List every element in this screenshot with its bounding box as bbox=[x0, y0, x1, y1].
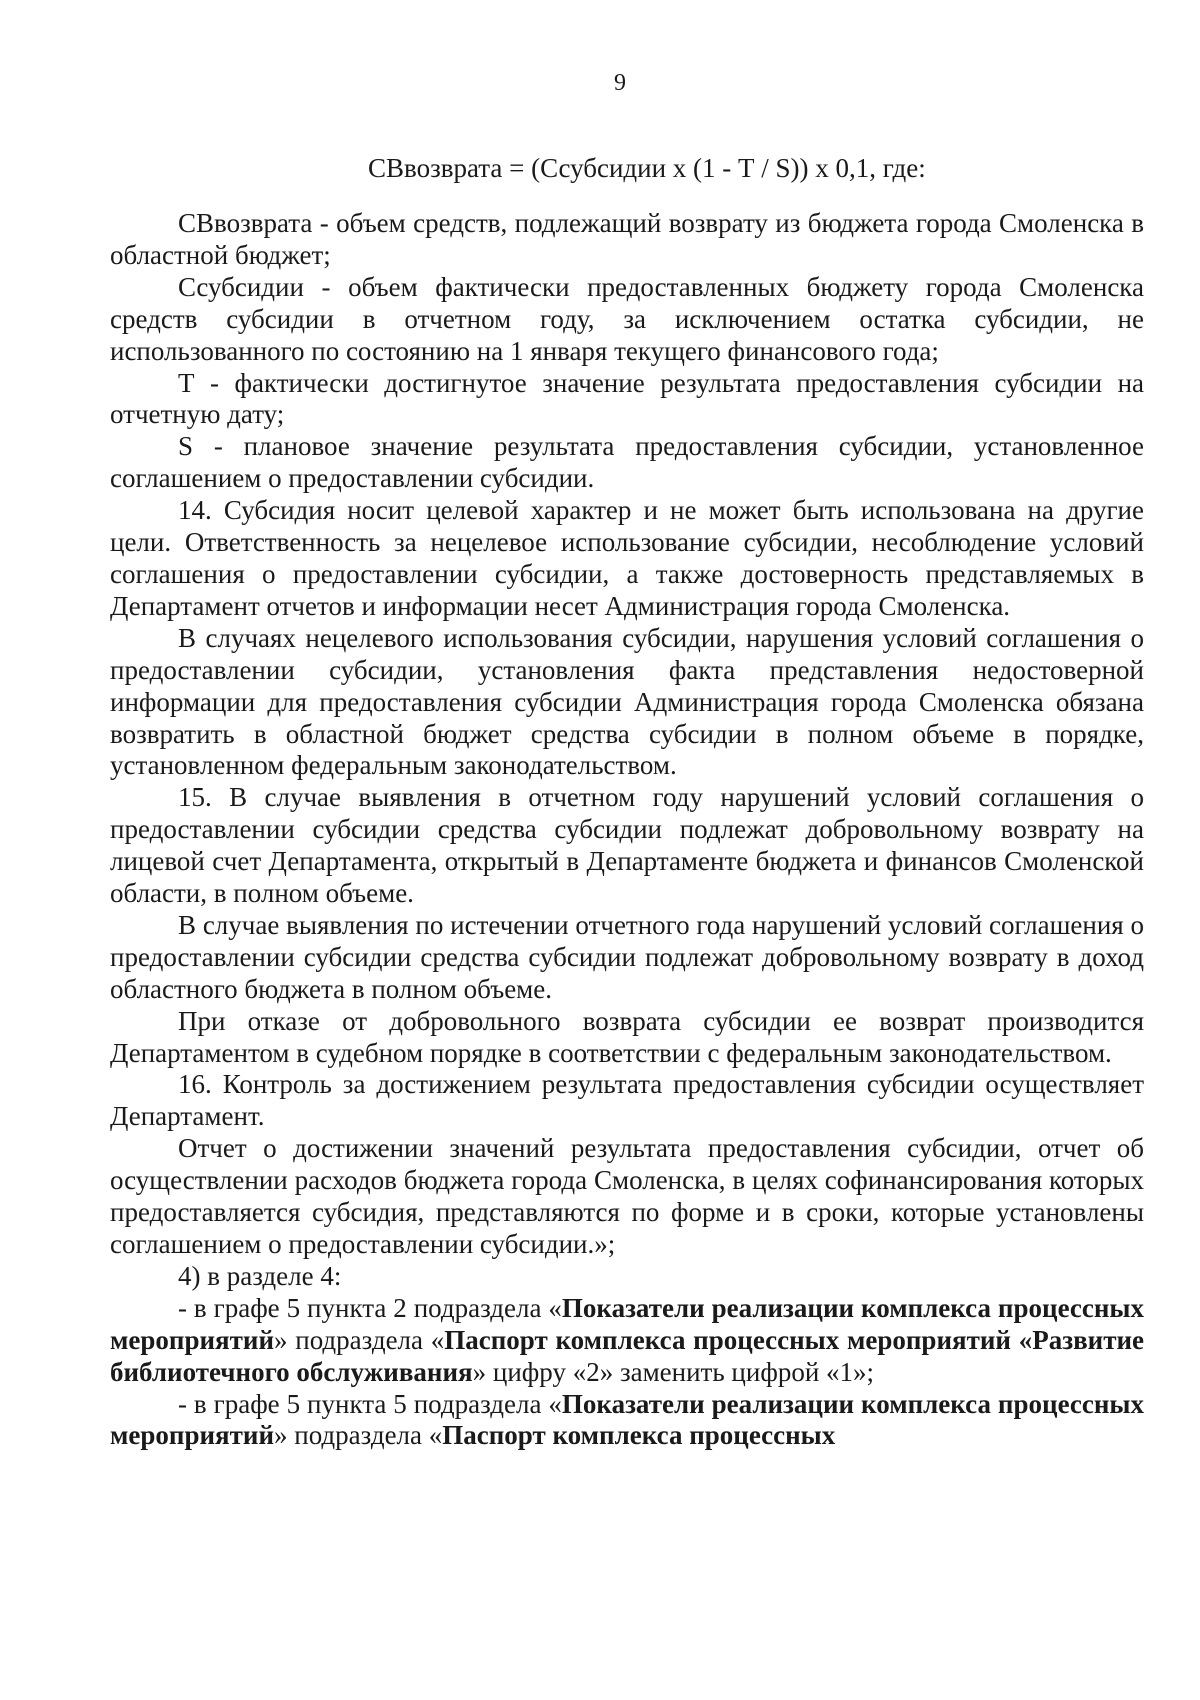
page-number: 9 bbox=[614, 70, 626, 96]
paragraph: 16. Контроль за достижением результата предоставления субсидии осуществляет Департамент. bbox=[110, 1069, 1144, 1132]
item-bold-title: Показатели реализации комплекса процессных мероприятий bbox=[110, 1388, 1144, 1451]
paragraph: Ссубсидии - объем фактически предоставленных бюджету города Смоленска средств субсидии в отчетном году, за исключением остатка субсидии, не использованного по состоянию на 1 января текущего финансового года; bbox=[110, 271, 1144, 366]
item-tail: » цифру «2» заменить цифрой «1»; bbox=[472, 1356, 875, 1387]
amendment-item-2 bbox=[110, 1389, 1144, 1453]
item-lead: - в графе 5 пункта 5 подраздела « bbox=[178, 1388, 562, 1419]
amendment-item-1 bbox=[110, 1293, 1144, 1389]
paragraph: 4) в разделе 4: bbox=[178, 1260, 342, 1291]
paragraph: Т - фактически достигнутое значение результата предоставления субсидии на отчетную дату; bbox=[110, 367, 1144, 430]
item-bold-title: Показатели реализации комплекса процессных мероприятий bbox=[110, 1292, 1144, 1355]
paragraph: S - плановое значение результата предоставления субсидии, установленное соглашением о предоставлении субсидии. bbox=[110, 431, 1144, 494]
item-bold-title: Паспорт комплекса процессных bbox=[442, 1420, 836, 1451]
paragraph: В случае выявления по истечении отчетного года нарушений условий соглашения о предоставлении субсидии средства субсидии подлежат добровольному возврату в доход областного бюджета в полном объеме. bbox=[110, 909, 1144, 1004]
document-body bbox=[110, 208, 1144, 1452]
paragraph: 15. В случае выявления в отчетном году нарушений условий соглашения о предоставлении субсидии средства субсидии подлежат добровольному возврату на лицевой счет Департамента, открытый в Департаменте бюджета и финансов Смоленской области, в полном объеме. bbox=[110, 782, 1144, 909]
item-lead: - в графе 5 пункта 2 подраздела « bbox=[178, 1292, 562, 1323]
paragraph: В случаях нецелевого использования субсидии, нарушения условий соглашения о предоставлении субсидии, установления факта представления недостоверной информации для предоставления субсидии Администрация города Смоленска обязана возвратить в областной бюджет средства субсидии в полном объеме в порядке, установленном федеральным законодательством. bbox=[110, 622, 1144, 781]
item-mid: » подраздела « bbox=[274, 1420, 443, 1451]
paragraph: Отчет о достижении значений результата предоставления субсидии, отчет об осуществлении расходов бюджета города Смоленска, в целях софинансирования которых предоставляется субсидия, представляются по форме и в сроки, которые установлены соглашением о предоставлении субсидии.»; bbox=[110, 1133, 1144, 1259]
paragraph: При отказе от добровольного возврата субсидии ее возврат производится Департаментом в судебном порядке в соответствии с федеральным законодательством. bbox=[110, 1005, 1144, 1068]
formula: СВвозврата = (Ссубсидии х (1 - Т / S)) х 0,1, где: bbox=[368, 153, 926, 183]
item-mid: » подраздела « bbox=[274, 1324, 445, 1355]
paragraph: СВвозврата - объем средств, подлежащий возврату из бюджета города Смоленска в областной бюджет; bbox=[110, 208, 1144, 270]
item-bold-title: Паспорт комплекса процессных мероприятий «Развитие библиотечного обслуживания bbox=[110, 1324, 1145, 1387]
paragraph: 14. Субсидия носит целевой характер и не может быть использована на другие цели. Ответственность за нецелевое использование субсидии, несоблюдение условий соглашения о предоставлении субсидии, а также достоверность представляемых в Департамент отчетов и информации несет Администрация города Смоленска. bbox=[110, 495, 1144, 621]
